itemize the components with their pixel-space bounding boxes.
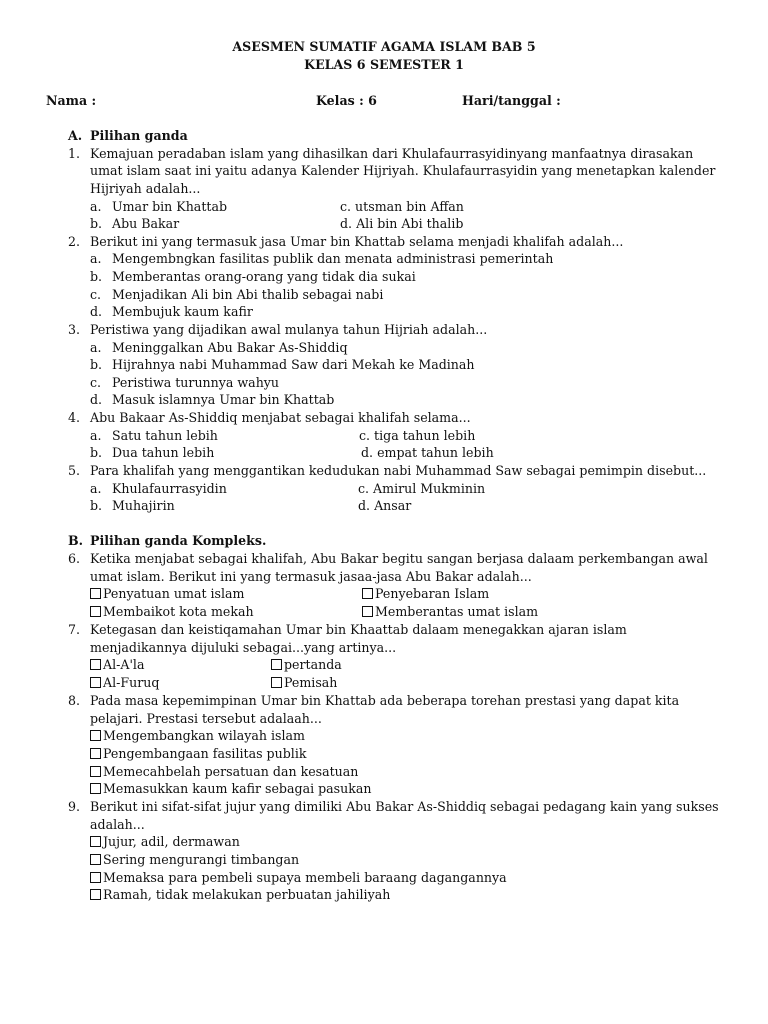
option-letter: b.	[90, 269, 103, 284]
checkbox-label: Memasukkan kaum kafir sebagai pasukan	[103, 781, 372, 796]
checkbox-label: Mengembangkan wilayah islam	[103, 728, 305, 743]
checkbox-label: Penyebaran Islam	[375, 586, 490, 601]
question-text-line: Ketegasan dan keistiqamahan Umar bin Khaattab dalaam menegakkan ajaran islam	[90, 622, 627, 637]
kelas-field: Kelas : 6	[316, 93, 377, 108]
option-letter: b.	[90, 445, 103, 460]
checkbox-option[interactable]	[90, 603, 254, 621]
option-letter: a.	[90, 251, 102, 266]
question-number: 3.	[68, 322, 81, 337]
checkbox-option[interactable]	[90, 886, 390, 904]
checkbox-option[interactable]	[90, 745, 306, 763]
option-text: Satu tahun lebih	[112, 428, 218, 443]
checkbox-option[interactable]	[90, 727, 305, 745]
option-text: Umar bin Khattab	[112, 199, 228, 214]
checkbox-label: Jujur, adil, dermawan	[103, 834, 240, 849]
question-text-line: Ketika menjabat sebagai khalifah, Abu Bakar begitu sangan berjasa dalaam perkembangan awal	[90, 551, 708, 566]
question-number: 7.	[68, 622, 81, 637]
option-text: Memberantas orang-orang yang tidak dia sukai	[112, 269, 416, 284]
option-text: c. utsman bin Affan	[340, 199, 464, 214]
option-letter: c.	[90, 375, 102, 390]
checkbox-label: Penyatuan umat islam	[103, 586, 245, 601]
question-number: 5.	[68, 463, 81, 478]
checkbox-label: Al-A'la	[103, 657, 145, 672]
checkbox-icon[interactable]	[271, 659, 282, 670]
option-text: d. empat tahun lebih	[361, 445, 494, 460]
checkbox-label: Memberantas umat islam	[375, 604, 539, 619]
question-text-line: adalah...	[90, 817, 145, 832]
checkbox-icon[interactable]	[362, 606, 373, 617]
document-subtitle: KELAS 6 SEMESTER 1	[304, 57, 464, 72]
checkbox-option[interactable]	[362, 585, 489, 603]
question-number: 9.	[68, 799, 81, 814]
option-text: Abu Bakar	[112, 216, 180, 231]
hari-tanggal-field: Hari/tanggal :	[462, 93, 561, 108]
checkbox-icon[interactable]	[90, 659, 101, 670]
question-text-line: Hijriyah adalah...	[90, 181, 201, 196]
checkbox-option[interactable]	[90, 763, 358, 781]
section-a-title: Pilihan ganda	[90, 128, 188, 143]
section-b-label: B.	[68, 533, 84, 548]
checkbox-option[interactable]	[90, 780, 372, 798]
document-title: ASESMEN SUMATIF AGAMA ISLAM BAB 5	[232, 39, 536, 54]
question-number: 1.	[68, 146, 81, 161]
checkbox-option[interactable]	[90, 851, 299, 869]
checkbox-icon[interactable]	[90, 766, 101, 777]
option-letter: b.	[90, 498, 103, 513]
question-text-line: Abu Bakaar As-Shiddiq menjabat sebagai khalifah selama...	[90, 410, 471, 425]
question-text-line: umat islam saat ini yaitu adanya Kalender Hijriyah. Khulafaurrasyidin yang menetapkan kalender	[90, 163, 716, 178]
option-text: Membujuk kaum kafir	[112, 304, 253, 319]
checkbox-label: Ramah, tidak melakukan perbuatan jahiliyah	[103, 887, 391, 902]
question-number: 8.	[68, 693, 81, 708]
checkbox-option[interactable]	[90, 869, 507, 887]
checkbox-label: pertanda	[284, 657, 342, 672]
option-letter: a.	[90, 428, 102, 443]
checkbox-option[interactable]	[90, 585, 244, 603]
checkbox-label: Membaikot kota mekah	[103, 604, 254, 619]
question-number: 6.	[68, 551, 81, 566]
checkbox-label: Pengembangaan fasilitas publik	[103, 746, 307, 761]
checkbox-icon[interactable]	[90, 588, 101, 599]
checkbox-option[interactable]	[90, 674, 159, 692]
question-text-line: Berikut ini yang termasuk jasa Umar bin Khattab selama menjadi khalifah adalah...	[90, 234, 624, 249]
question-number: 2.	[68, 234, 81, 249]
question-number: 4.	[68, 410, 81, 425]
option-text: c. tiga tahun lebih	[359, 428, 476, 443]
checkbox-icon[interactable]	[90, 783, 101, 794]
option-text: Meninggalkan Abu Bakar As-Shiddiq	[112, 340, 348, 355]
checkbox-icon[interactable]	[90, 836, 101, 847]
option-text: d. Ali bin Abi thalib	[340, 216, 464, 231]
checkbox-icon[interactable]	[90, 730, 101, 741]
question-text-line: Peristiwa yang dijadikan awal mulanya tahun Hijriah adalah...	[90, 322, 488, 337]
question-text-line: umat islam. Berikut ini yang termasuk jasaa-jasa Abu Bakar adalah...	[90, 569, 532, 584]
option-text: Peristiwa turunnya wahyu	[112, 375, 280, 390]
question-text-line: menjadikannya dijuluki sebagai...yang artinya...	[90, 640, 397, 655]
option-text: Muhajirin	[112, 498, 175, 513]
option-letter: a.	[90, 340, 102, 355]
option-letter: c.	[90, 287, 102, 302]
option-text: Mengembngkan fasilitas publik dan menata administrasi pemerintah	[112, 251, 554, 266]
option-letter: b.	[90, 216, 103, 231]
option-text: Hijrahnya nabi Muhammad Saw dari Mekah ke Madinah	[112, 357, 475, 372]
checkbox-icon[interactable]	[90, 854, 101, 865]
checkbox-label: Pemisah	[284, 675, 338, 690]
checkbox-option[interactable]	[90, 656, 144, 674]
checkbox-icon[interactable]	[90, 677, 101, 688]
checkbox-icon[interactable]	[90, 889, 101, 900]
question-text-line: Para khalifah yang menggantikan kedudukan nabi Muhammad Saw sebagai pemimpin disebut...	[90, 463, 707, 478]
option-letter: b.	[90, 357, 103, 372]
checkbox-option[interactable]	[362, 603, 538, 621]
section-a-label: A.	[68, 128, 83, 143]
nama-field: Nama :	[46, 93, 97, 108]
option-text: Khulafaurrasyidin	[112, 481, 227, 496]
option-text: Masuk islamnya Umar bin Khattab	[112, 392, 335, 407]
checkbox-label: Memaksa para pembeli supaya membeli baraang dagangannya	[103, 870, 507, 885]
option-letter: a.	[90, 199, 102, 214]
checkbox-icon[interactable]	[271, 677, 282, 688]
checkbox-label: Sering mengurangi timbangan	[103, 852, 300, 867]
option-letter: a.	[90, 481, 102, 496]
question-text-line: Kemajuan peradaban islam yang dihasilkan dari Khulafaurrasyidinyang manfaatnya dirasakan	[90, 146, 694, 161]
checkbox-icon[interactable]	[90, 872, 101, 883]
checkbox-label: Al-Furuq	[103, 675, 160, 690]
section-b-title: Pilihan ganda Kompleks.	[90, 533, 267, 548]
option-text: c. Amirul Mukminin	[358, 481, 486, 496]
question-text-line: pelajari. Prestasi tersebut adalaah...	[90, 711, 322, 726]
option-text: d. Ansar	[358, 498, 412, 513]
checkbox-option[interactable]	[271, 656, 342, 674]
option-text: Dua tahun lebih	[112, 445, 215, 460]
checkbox-option[interactable]	[90, 833, 240, 851]
question-text-line: Berikut ini sifat-sifat jujur yang dimiliki Abu Bakar As-Shiddiq sebagai pedagang kain yang sukses	[90, 799, 719, 814]
option-letter: d.	[90, 304, 103, 319]
checkbox-label: Memecahbelah persatuan dan kesatuan	[103, 764, 359, 779]
checkbox-icon[interactable]	[90, 748, 101, 759]
checkbox-option[interactable]	[271, 674, 337, 692]
question-text-line: Pada masa kepemimpinan Umar bin Khattab ada beberapa torehan prestasi yang dapat kita	[90, 693, 680, 708]
option-letter: d.	[90, 392, 103, 407]
option-text: Menjadikan Ali bin Abi thalib sebagai nabi	[112, 287, 384, 302]
checkbox-icon[interactable]	[362, 588, 373, 599]
checkbox-icon[interactable]	[90, 606, 101, 617]
